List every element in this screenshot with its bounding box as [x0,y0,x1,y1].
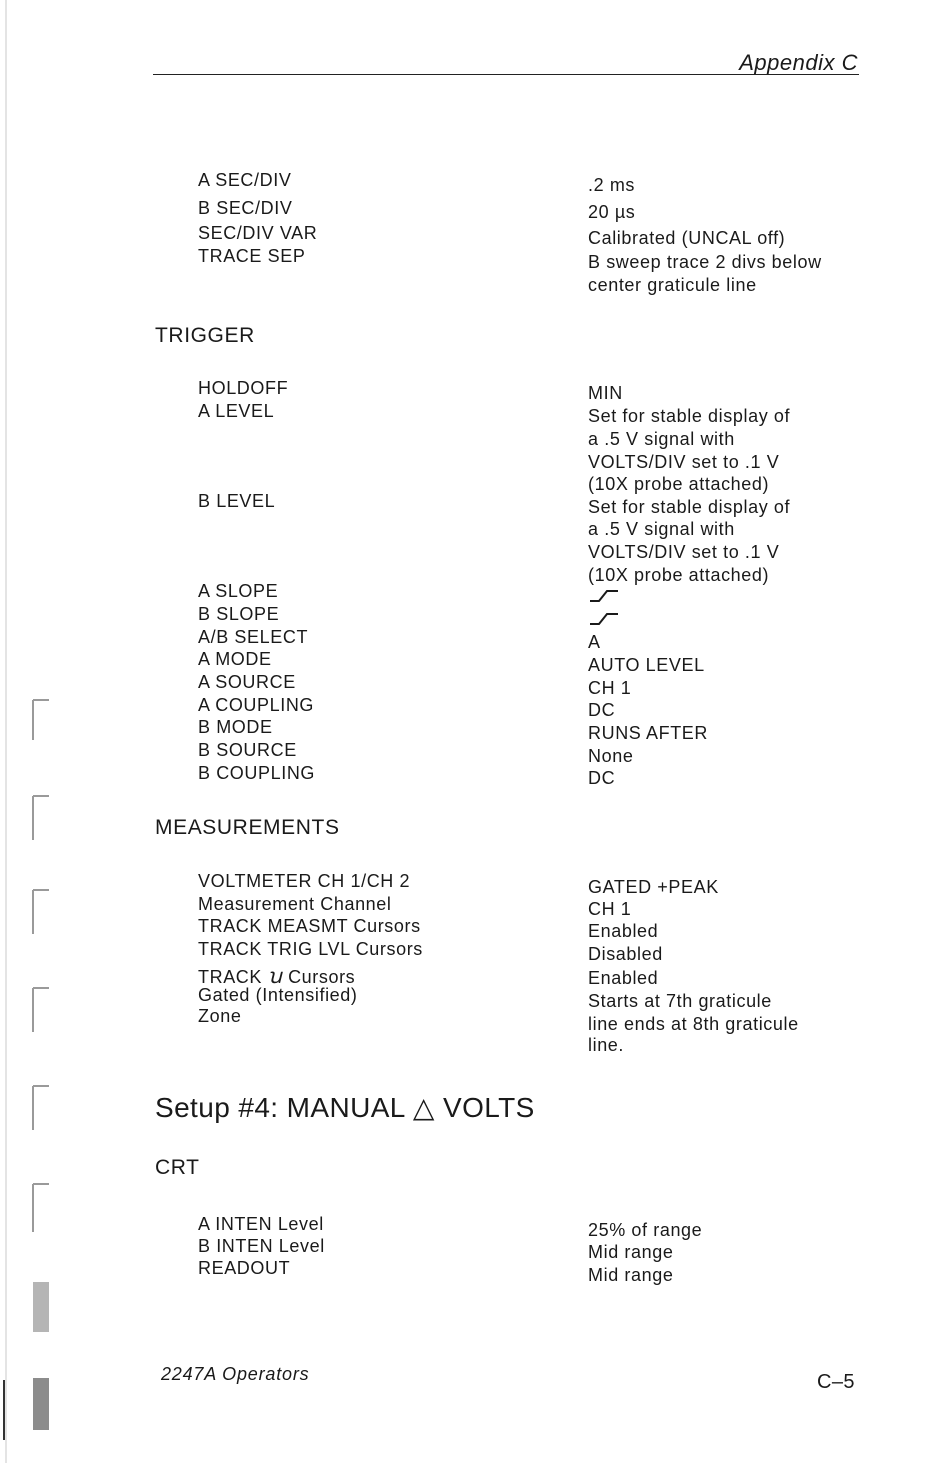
label-measurement-channel: Measurement Channel [198,894,392,914]
value-b-sec-div: 20 µs [588,202,636,222]
label-b-slope: B SLOPE [198,604,280,624]
label-a-slope: A SLOPE [198,581,279,601]
value-zone-line-2: line. [588,1035,625,1055]
label-b-inten: B INTEN Level [198,1236,325,1256]
label-track-measmt: TRACK MEASMT Cursors [198,916,421,936]
label-b-coupling: B COUPLING [198,763,316,783]
label-sec-div-var: SEC/DIV VAR [198,223,318,243]
label-a-inten: A INTEN Level [198,1214,324,1234]
value-zone-line-1: line ends at 8th graticule [588,1014,799,1034]
label-holdoff: HOLDOFF [198,378,289,398]
section-heading-trigger: TRIGGER [155,324,255,347]
value-a-mode: AUTO LEVEL [588,655,705,675]
value-b-level-line-4: (10X probe attached) [588,565,770,585]
rising-slope-icon [588,586,620,606]
label-ab-select: A/B SELECT [198,627,309,647]
label-b-mode: B MODE [198,717,273,737]
label-voltmeter: VOLTMETER CH 1/CH 2 [198,871,411,891]
value-holdoff: MIN [588,383,623,403]
value-track-cursors: Enabled [588,968,659,988]
value-b-inten: Mid range [588,1242,674,1262]
label-b-source: B SOURCE [198,740,297,760]
label-a-level: A LEVEL [198,401,275,421]
label-a-source: A SOURCE [198,672,296,692]
value-a-level-line-2: a .5 V signal with [588,429,735,449]
value-a-sec-div: .2 ms [588,175,636,195]
value-a-coupling: DC [588,700,616,720]
binding-edge-decoration [0,0,60,1463]
value-gated: Starts at 7th graticule [588,991,772,1011]
page-header-title: Appendix C [739,50,858,75]
value-b-source: None [588,746,634,766]
label-a-coupling: A COUPLING [198,695,315,715]
value-a-inten: 25% of range [588,1220,703,1240]
label-track-trig-lvl: TRACK TRIG LVL Cursors [198,939,423,959]
track-symbol-icon: ꭒ [267,965,283,988]
section-heading-crt: CRT [155,1156,200,1179]
label-trace-sep: TRACE SEP [198,246,306,266]
value-sec-div-var: Calibrated (UNCAL off) [588,228,786,248]
label-track-cursors-pre: TRACK [198,967,263,987]
value-a-level-line-4: (10X probe attached) [588,474,770,494]
footer-page-number: C–5 [817,1371,855,1393]
value-readout: Mid range [588,1265,674,1285]
rising-slope-icon [588,609,620,629]
value-a-source: CH 1 [588,678,632,698]
value-b-slope [588,607,620,630]
value-trace-sep-line-2: center graticule line [588,275,757,295]
value-trace-sep-line-1: B sweep trace 2 divs below [588,252,822,272]
setup-4-title: Setup #4: MANUAL △ VOLTS [155,1092,535,1123]
value-b-mode: RUNS AFTER [588,723,709,743]
value-b-level-line-3: VOLTS/DIV set to .1 V [588,542,780,562]
label-b-level: B LEVEL [198,491,276,511]
header-rule [153,74,859,75]
value-track-trig-lvl: Disabled [588,944,663,964]
value-b-level-line-1: Set for stable display of [588,497,791,517]
value-voltmeter: GATED +PEAK [588,877,719,897]
value-a-level-line-1: Set for stable display of [588,406,791,426]
label-track-cursors-post: Cursors [288,967,356,987]
label-zone: Zone [198,1006,242,1026]
value-measurement-channel: CH 1 [588,899,632,919]
label-a-mode: A MODE [198,649,272,669]
label-readout: READOUT [198,1258,291,1278]
value-a-level-line-3: VOLTS/DIV set to .1 V [588,452,780,472]
value-b-coupling: DC [588,768,616,788]
label-b-sec-div: B SEC/DIV [198,198,293,218]
label-gated: Gated (Intensified) [198,985,358,1005]
value-ab-select: A [588,632,601,652]
value-a-slope [588,584,620,607]
value-b-level-line-2: a .5 V signal with [588,519,735,539]
value-track-measmt: Enabled [588,921,659,941]
section-heading-measurements: MEASUREMENTS [155,816,340,839]
footer-manual-title: 2247A Operators [161,1364,310,1384]
label-a-sec-div: A SEC/DIV [198,170,292,190]
